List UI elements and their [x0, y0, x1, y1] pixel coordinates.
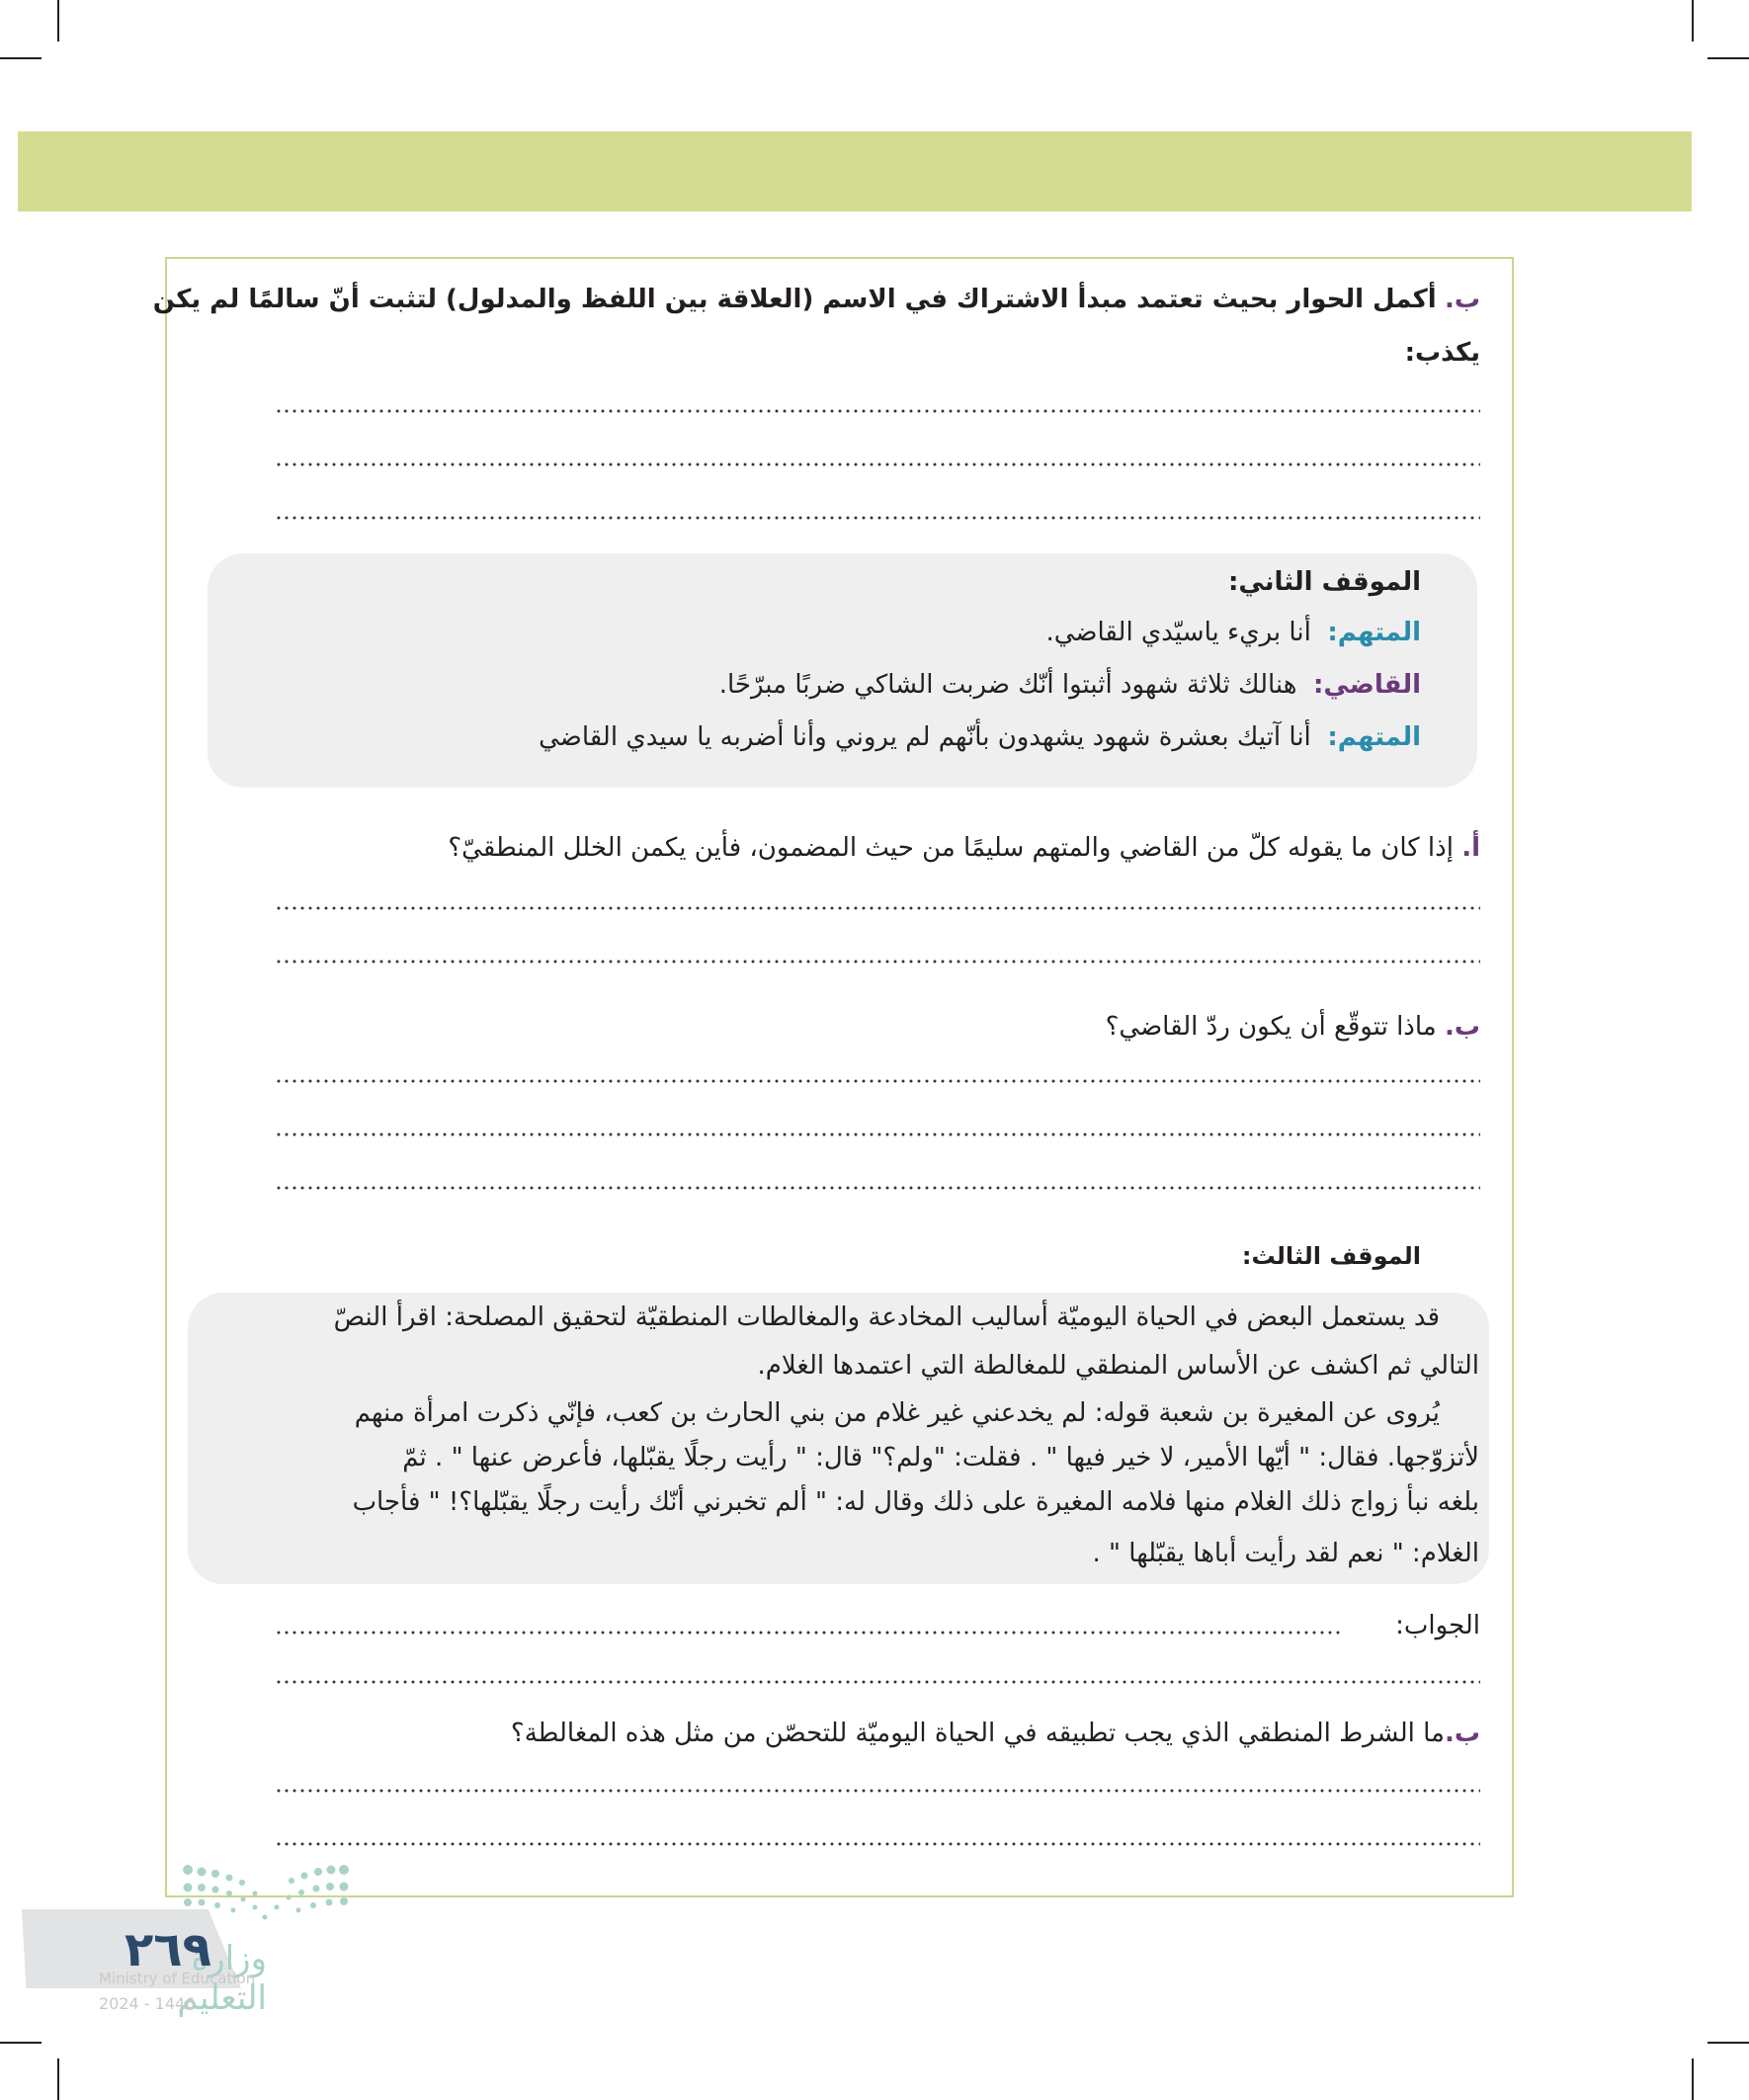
header-band [18, 131, 1692, 211]
speaker-label: المتهم: [1327, 618, 1421, 647]
question-marker: ب. [1444, 1012, 1480, 1042]
dialogue-line [1045, 618, 1421, 647]
question-b3 [511, 1719, 1480, 1749]
ministry-name-en: Ministry of Education [99, 1970, 256, 1987]
ministry-name-ar: وزارة التعليم [177, 1939, 267, 2018]
passage-line: بلغه نبأ زواج ذلك الغلام منها فلامه المغيرة على ذلك وقال له: " ألم تخبرني أنّك رأيت رجلًا يقبّلها؟! " فأجاب [352, 1487, 1479, 1517]
passage-line: قد يستعمل البعض في الحياة اليوميّة أساليب المخادعة والمغالطات المنطقيّة لتحقيق المصلحة: اقرأ النصّ [333, 1302, 1440, 1332]
question-text: إذا كان ما يقوله كلّ من القاضي والمتهم سليمًا من حيث المضمون، فأين يكمن الخلل المنطقيّ؟ [448, 833, 1454, 863]
crop-mark [0, 57, 42, 59]
section-title: الموقف الثاني: [1228, 567, 1421, 597]
crop-mark [57, 0, 59, 42]
passage-line: لأتزوّجها. فقال: " أيّها الأمير، لا خير فيها " . فقلت: "ولم؟" قال: " رأيت رجلًا يقبّلها، فأعرض عنها " . ثمّ [402, 1443, 1479, 1472]
passage-box [188, 1293, 1489, 1584]
passage-line: يُروى عن المغيرة بن شعبة قوله: لم يخدعني غير غلام من بني الحارث بن كعب، فإنّي ذكرت امرأة منهم [354, 1398, 1440, 1428]
question-text: أكمل الحوار بحيث تعتمد مبدأ الاشتراك في الاسم (العلاقة بين اللفظ والمدلول) لتثبت أنّ سالمًا لم يكن [152, 285, 1437, 314]
crop-mark [0, 2042, 42, 2044]
content-frame [165, 257, 1514, 1897]
dialogue-box [208, 553, 1477, 788]
question-text: ماذا تتوقّع أن يكون ردّ القاضي؟ [1105, 1012, 1437, 1042]
answer-label: الجواب: [1395, 1611, 1480, 1640]
question-marker: أ. [1461, 833, 1480, 863]
crop-mark [1707, 2042, 1749, 2044]
answer-line[interactable] [275, 1133, 1480, 1136]
speaker-label: المتهم: [1327, 722, 1421, 752]
question-marker: ب. [1444, 1719, 1480, 1748]
question-a2 [448, 833, 1480, 864]
crop-mark [1692, 2058, 1694, 2100]
dialogue-text: هنالك ثلاثة شهود أثبتوا أنّك ضربت الشاكي ضربًا مبرّحًا. [718, 670, 1297, 700]
section-title: الموقف الثالث: [1241, 1242, 1421, 1270]
answer-line[interactable] [275, 1631, 1342, 1635]
passage-line: التالي ثم اكشف عن الأساس المنطقي للمغالطة التي اعتمدها الغلام. [757, 1351, 1479, 1381]
page-number: ٢٦٩ [125, 1922, 211, 1977]
answer-line[interactable] [275, 1842, 1480, 1846]
crop-mark [1692, 0, 1694, 42]
question-text: ما الشرط المنطقي الذي يجب تطبيقه في الحياة اليوميّة للتحصّن من مثل هذه المغالطة؟ [510, 1719, 1445, 1748]
speaker-label: القاضي: [1313, 670, 1421, 700]
answer-line[interactable] [275, 1789, 1480, 1793]
question-marker: ب. [1444, 285, 1480, 314]
question-b2 [1106, 1012, 1480, 1043]
edition-year: 2024 - 1446 [99, 1994, 196, 2013]
answer-line[interactable] [275, 462, 1480, 466]
answer-line[interactable] [275, 1680, 1480, 1684]
dialogue-text: أنا بريء ياسيّدي القاضي. [1045, 618, 1311, 647]
answer-line[interactable] [275, 906, 1480, 910]
dialogue-line [719, 670, 1421, 700]
crop-mark [1707, 57, 1749, 59]
passage-line: الغلام: " نعم لقد رأيت أباها يقبّلها " . [1092, 1539, 1479, 1568]
crop-mark [57, 2058, 59, 2100]
question-text-cont: يكذب: [1404, 338, 1480, 368]
answer-line[interactable] [275, 516, 1480, 520]
question-b1 [153, 285, 1480, 315]
answer-line[interactable] [275, 1186, 1480, 1190]
dialogue-line [539, 722, 1421, 752]
dialogue-text: أنا آتيك بعشرة شهود يشهدون بأنّهم لم يروني وأنا أضربه يا سيدي القاضي [539, 722, 1311, 752]
answer-line[interactable] [275, 1079, 1480, 1083]
answer-line[interactable] [275, 409, 1480, 413]
answer-line[interactable] [275, 960, 1480, 964]
